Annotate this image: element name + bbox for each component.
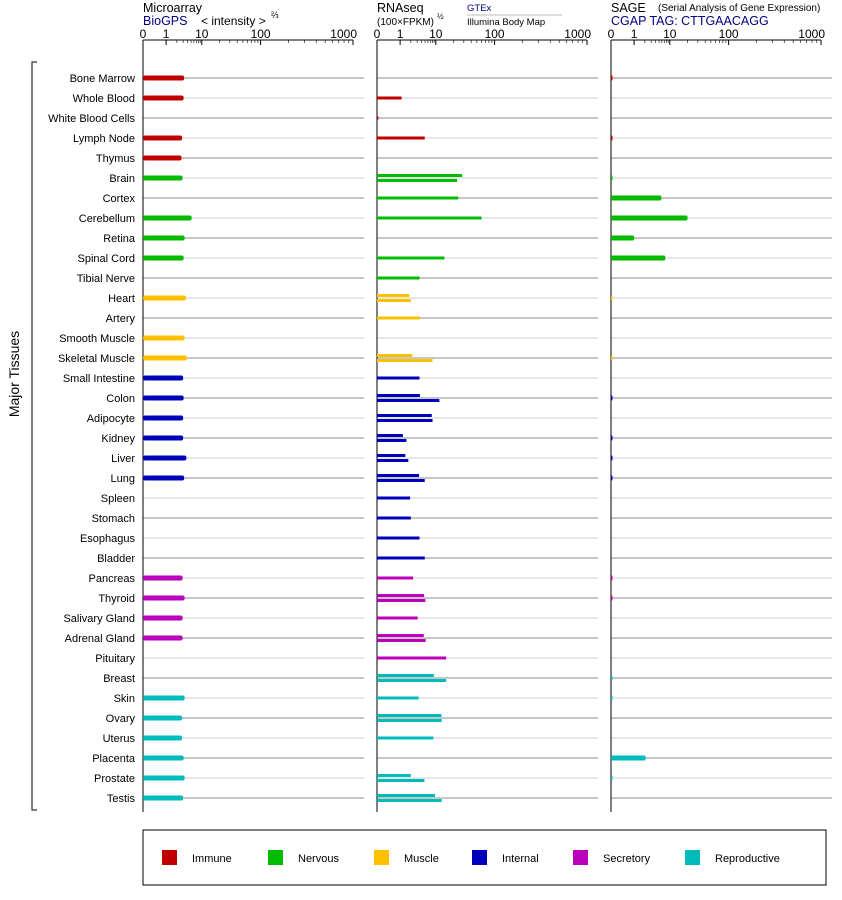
microarray-bar: [143, 636, 183, 641]
tissue-label: Testis: [106, 793, 135, 805]
microarray-bar: [143, 156, 181, 161]
rnaseq-bar: [377, 174, 462, 177]
sage-bar: [611, 776, 613, 781]
tissue-label: Retina: [103, 233, 135, 245]
x-tick-label: 1: [396, 27, 404, 41]
microarray-bar: [143, 336, 185, 341]
tissue-label: Placenta: [92, 753, 135, 765]
rnaseq-unit-label: (100×FPKM): [377, 17, 434, 28]
rnaseq-bar: [377, 414, 432, 417]
rnaseq-bar: [377, 377, 420, 380]
rnaseq-bar: [377, 359, 433, 362]
microarray-unit-exponent: ⅔: [271, 10, 279, 20]
microarray-bar: [143, 396, 184, 401]
tissue-label: Lymph Node: [73, 133, 135, 145]
tissue-label: Kidney: [101, 433, 135, 445]
tissue-label: Adrenal Gland: [64, 633, 135, 645]
x-tick-label: 100: [484, 27, 505, 41]
tissue-label: Whole Blood: [72, 93, 135, 105]
sage-title: SAGE: [611, 1, 646, 15]
microarray-bar: [143, 736, 182, 741]
rnaseq-bar: [377, 639, 426, 642]
rnaseq-bar: [377, 439, 406, 442]
tissue-label: Artery: [105, 313, 135, 325]
sage-bar: [611, 236, 634, 241]
tissue-label: Skin: [113, 693, 135, 705]
tissue-label: Pancreas: [88, 573, 135, 585]
microarray-bar: [143, 776, 185, 781]
row-gridlines: [143, 78, 832, 798]
tissue-label: Liver: [111, 453, 135, 465]
microarray-bar: [143, 376, 183, 381]
microarray-bar: [143, 576, 183, 581]
tissue-labels: [48, 73, 136, 805]
sage-bar: [611, 216, 688, 221]
rnaseq-bar: [377, 799, 442, 802]
microarray-bar: [143, 716, 182, 721]
rnaseq-bar: [377, 474, 419, 477]
microarray-bar: [143, 296, 186, 301]
sage-bar: [611, 696, 613, 701]
tissue-label: Skeletal Muscle: [57, 353, 135, 365]
sage-bar: [611, 196, 661, 201]
x-tick-label: 1000: [798, 27, 825, 41]
sage-bar: [611, 176, 613, 181]
microarray-bar: [143, 256, 184, 261]
sage-bar: [611, 676, 613, 681]
x-tick-label: 10: [663, 27, 677, 41]
tissue-label: Thyroid: [98, 593, 135, 605]
tissue-label: Salivary Gland: [63, 613, 135, 625]
tissue-label: Prostate: [94, 773, 135, 785]
rnaseq-source-note: Illumina Body Map: [467, 17, 546, 28]
tissue-label: Colon: [106, 393, 135, 405]
rnaseq-bar: [377, 497, 410, 500]
legend-label: Immune: [192, 853, 232, 865]
rnaseq-bar: [377, 399, 439, 402]
rnaseq-bar: [377, 599, 425, 602]
sage-bar: [611, 756, 646, 761]
microarray-bar: [143, 136, 182, 141]
sage-bar: [611, 396, 613, 401]
rnaseq-bar: [377, 179, 457, 182]
microarray-bar: [143, 176, 183, 181]
rnaseq-bar: [377, 217, 482, 220]
tissue-label: Pituitary: [95, 653, 135, 665]
sage-bar: [611, 576, 613, 581]
tissue-label: Cortex: [102, 193, 135, 205]
legend-label: Internal: [502, 853, 539, 865]
rnaseq-bar: [377, 779, 424, 782]
rnaseq-bar: [377, 774, 411, 777]
x-tick-label: 100: [718, 27, 739, 41]
legend-label: Nervous: [298, 853, 339, 865]
x-tick-label: 1000: [330, 27, 357, 41]
legend-swatch: [573, 850, 588, 865]
side-label: Major Tissues: [6, 330, 22, 418]
tissue-bracket: [32, 62, 37, 810]
tissue-label: Stomach: [91, 513, 135, 525]
rnaseq-bar: [377, 277, 420, 280]
tissue-label: Thymus: [95, 153, 135, 165]
rnaseq-bar: [377, 634, 424, 637]
tissue-label: Uterus: [102, 733, 135, 745]
microarray-bar: [143, 96, 184, 101]
microarray-bar: [143, 416, 183, 421]
rnaseq-bar: [377, 679, 446, 682]
sage-bar: [611, 76, 613, 81]
microarray-bar: [143, 356, 187, 361]
rnaseq-bar: [377, 294, 409, 297]
rnaseq-source-link[interactable]: GTEx: [467, 3, 492, 14]
tissue-label: Brain: [109, 173, 135, 185]
tissue-label: Spleen: [100, 493, 135, 505]
rnaseq-bar: [377, 317, 420, 320]
rnaseq-title: RNAseq: [377, 1, 424, 15]
sage-bar: [611, 256, 665, 261]
rnaseq-bar: [377, 557, 425, 560]
tissue-label: Cerebellum: [78, 213, 135, 225]
microarray-bar: [143, 456, 186, 461]
x-tick-label: 10: [429, 27, 443, 41]
tissue-label: Heart: [108, 293, 135, 305]
sage-bar: [611, 436, 613, 441]
legend-swatch: [374, 850, 389, 865]
tissue-label: Bone Marrow: [69, 73, 135, 85]
microarray-bar: [143, 236, 185, 241]
x-tick-label: 0: [607, 27, 615, 41]
microarray-title: Microarray: [143, 1, 203, 15]
rnaseq-bar: [377, 537, 420, 540]
sage-bar: [611, 296, 613, 301]
rnaseq-bar: [377, 697, 419, 700]
rnaseq-bar: [377, 197, 458, 200]
rnaseq-bar: [377, 794, 435, 797]
rnaseq-bar: [377, 657, 446, 660]
rnaseq-bar: [377, 257, 444, 260]
x-tick-label: 100: [250, 27, 271, 41]
rnaseq-bar: [377, 299, 411, 302]
x-tick-label: 0: [373, 27, 381, 41]
microarray-bar: [143, 756, 184, 761]
microarray-unit-label: < intensity >: [201, 14, 266, 28]
sage-bar: [611, 456, 613, 461]
microarray-bar: [143, 596, 185, 601]
tissue-label: Esophagus: [79, 533, 135, 545]
microarray-bar: [143, 796, 183, 801]
legend-label: Secretory: [603, 853, 651, 865]
sage-bar: [611, 596, 613, 601]
sage-subtitle: (Serial Analysis of Gene Expression): [658, 3, 821, 14]
microarray-bar: [143, 436, 183, 441]
rnaseq-bar: [377, 137, 425, 140]
rnaseq-bar: [377, 674, 434, 677]
panel-axes: [140, 27, 826, 812]
tissue-label: Lung: [110, 473, 135, 485]
x-tick-label: 0: [139, 27, 147, 41]
rnaseq-unit-exponent: ½: [437, 12, 444, 21]
tissue-label: Spinal Cord: [77, 253, 135, 265]
x-tick-label: 10: [195, 27, 209, 41]
rnaseq-bar: [377, 459, 408, 462]
legend-label: Reproductive: [715, 853, 780, 865]
tissue-label: Adipocyte: [86, 413, 135, 425]
rnaseq-bar: [377, 719, 442, 722]
x-tick-label: 1000: [564, 27, 591, 41]
legend-swatch: [162, 850, 177, 865]
sage-source-link[interactable]: CGAP TAG: CTTGAACAGG: [611, 14, 769, 28]
sage-bar: [611, 136, 613, 141]
rnaseq-bar: [377, 737, 433, 740]
tissue-label: Breast: [103, 673, 135, 685]
microarray-bar: [143, 476, 184, 481]
x-tick-label: 1: [162, 27, 170, 41]
rnaseq-bar: [377, 479, 425, 482]
rnaseq-bar: [377, 354, 412, 357]
rnaseq-bar: [377, 419, 433, 422]
rnaseq-bar: [377, 434, 403, 437]
sage-bar: [611, 356, 613, 361]
rnaseq-bar: [377, 714, 441, 717]
rnaseq-bar: [377, 394, 420, 397]
expression-bars: [143, 76, 688, 803]
sage-bar: [611, 476, 613, 481]
legend-swatch: [685, 850, 700, 865]
legend-swatch: [268, 850, 283, 865]
legend-swatch: [472, 850, 487, 865]
microarray-source-link[interactable]: BioGPS: [143, 14, 188, 28]
rnaseq-bar: [377, 517, 411, 520]
tissue-label: Bladder: [97, 553, 135, 565]
microarray-bar: [143, 76, 184, 81]
tissue-label: Tibial Nerve: [76, 273, 135, 285]
tissue-label: Smooth Muscle: [59, 333, 135, 345]
rnaseq-bar: [377, 617, 418, 620]
legend-label: Muscle: [404, 853, 439, 865]
microarray-bar: [143, 616, 183, 621]
tissue-label: Ovary: [105, 713, 135, 725]
x-tick-label: 1: [630, 27, 638, 41]
rnaseq-bar: [377, 454, 405, 457]
microarray-bar: [143, 216, 192, 221]
rnaseq-bar: [377, 117, 379, 120]
tissue-label: White Blood Cells: [48, 113, 135, 125]
rnaseq-bar: [377, 577, 413, 580]
rnaseq-bar: [377, 594, 424, 597]
tissue-label: Small Intestine: [62, 373, 135, 385]
rnaseq-bar: [377, 97, 402, 100]
microarray-bar: [143, 696, 185, 701]
